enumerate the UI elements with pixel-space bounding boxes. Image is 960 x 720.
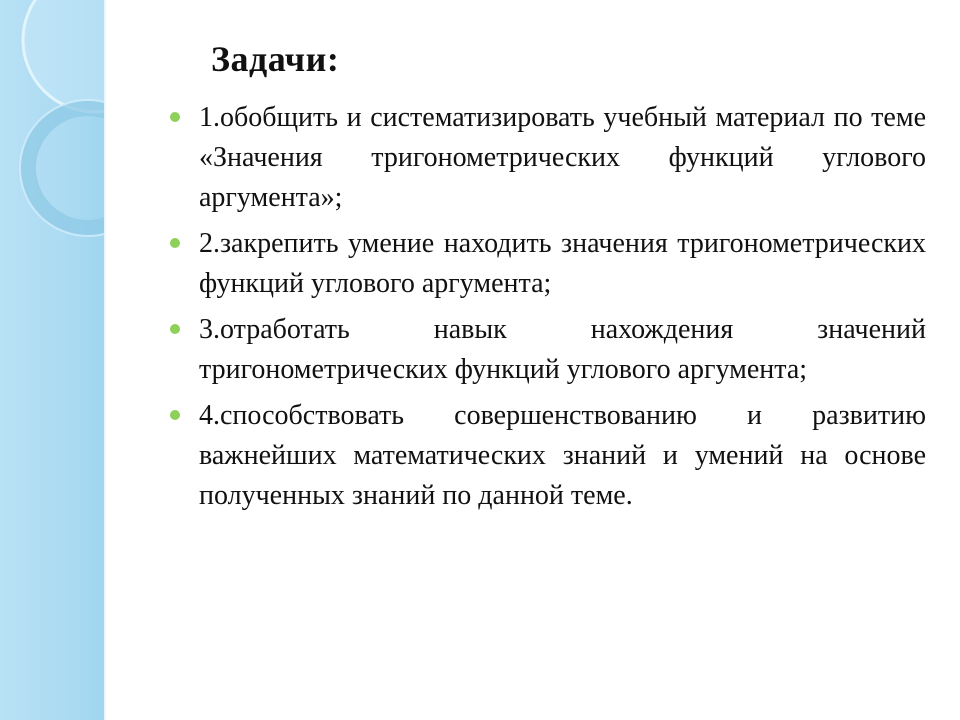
task-text-1: 1.обобщить и систематизировать учебный материал по теме «Значения тригонометрических функций углового аргумента»; [199,102,926,213]
decorative-side-panel [0,0,106,720]
task-text-4: 4.способствовать совершенствованию и развитию важнейших математических знаний и умений на основе полученных знаний по данной теме. [199,400,926,511]
large-circle-shape [23,0,106,112]
task-item-1 [168,98,926,218]
bullet-icon [170,410,180,420]
task-text-2: 2.закрепить умение находить значения тригонометрических функций углового аргумента; [199,228,926,299]
task-text-3: 3.отработать навык нахождения значений тригонометрических функций углового аргумента; [199,314,926,385]
bullet-icon [170,112,180,122]
decorative-circles [0,0,106,720]
bullet-icon [170,324,180,334]
task-list [168,98,926,522]
panel-edge [104,0,106,720]
bullet-icon [170,238,180,248]
task-item-3 [168,310,926,390]
ring-shape [28,108,106,228]
task-item-2 [168,224,926,304]
task-item-4 [168,396,926,516]
slide-title: Задачи: [211,39,340,79]
